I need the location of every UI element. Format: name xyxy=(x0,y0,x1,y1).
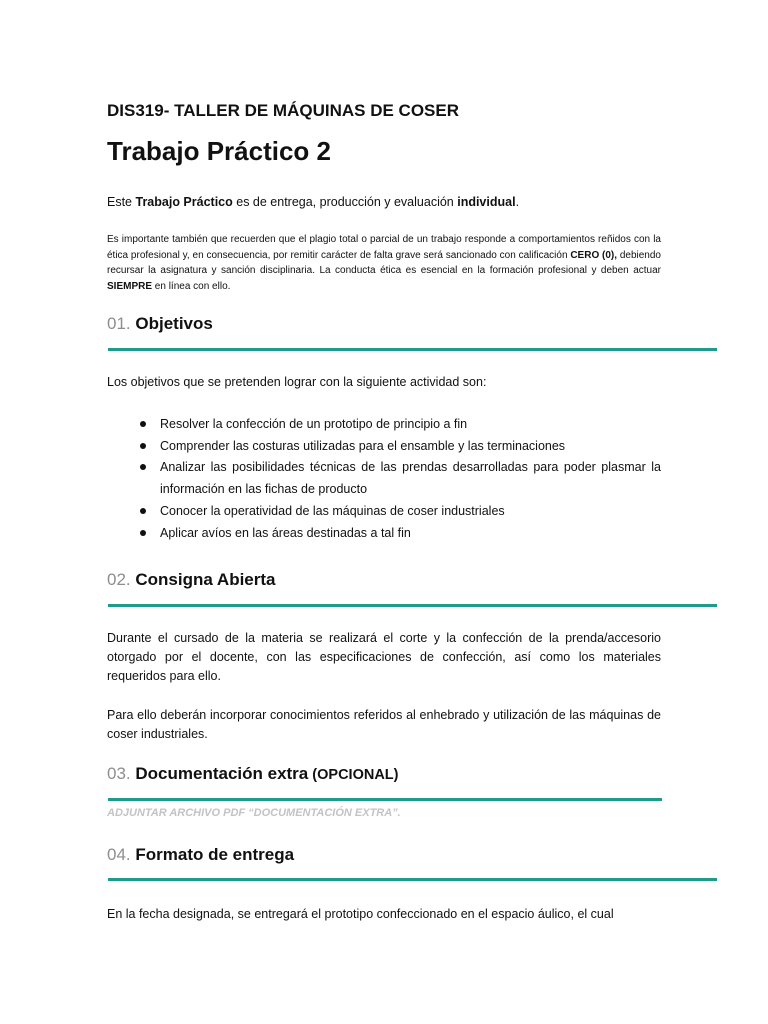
plagiarism-warning xyxy=(107,232,661,295)
warning-text-1: Es importante también que recuerden que el plagio total o parcial de un trabajo responde a comportamientos reñidos con la ética profesional y, en consecuencia, por remitir carácter de falta grave será sancionado con calificación xyxy=(107,234,661,261)
consigna-paragraph-2: Para ello deberán incorporar conocimientos referidos al enhebrado y utilización de las máquinas de coser industriales. xyxy=(107,708,661,741)
section-title: Objetivos xyxy=(135,314,213,333)
section-title-suffix: (OPCIONAL) xyxy=(308,767,399,783)
warning-emphasis-1: CERO (0), xyxy=(570,249,618,261)
section-heading-documentacion xyxy=(107,764,398,784)
consigna-paragraph-1: Durante el cursado de la materia se realizará el corte y la confección de la prenda/accesorio otorgado por el docente, con las especificaciones de confección, así como los materiales requeridos para ello. xyxy=(107,631,661,683)
section-heading-objetivos xyxy=(107,314,213,334)
intro-emphasis-1: Trabajo Práctico xyxy=(135,195,233,209)
section-number: 03. xyxy=(107,764,131,783)
section-divider xyxy=(108,348,717,351)
warning-text-3: en línea con ello. xyxy=(152,281,231,293)
objectives-intro: Los objetivos que se pretenden lograr con la siguiente actividad son: xyxy=(107,375,487,389)
intro-text-3: . xyxy=(515,195,520,209)
list-item: Analizar las posibilidades técnicas de las prendas desarrolladas para poder plasmar la información en las fichas de producto xyxy=(107,457,661,500)
intro-text-1: Este xyxy=(107,195,136,209)
section-number: 02. xyxy=(107,570,131,589)
warning-text-2: debiendo recursar la asignatura y sanción disciplinaria. La conducta ética es esencial en la formación profesional y deben actuar xyxy=(107,249,661,277)
section-title: Documentación extra xyxy=(135,764,309,783)
intro-paragraph xyxy=(107,195,519,209)
intro-emphasis-2: individual xyxy=(457,195,516,209)
objectives-list xyxy=(107,414,661,544)
warning-emphasis-2: SIEMPRE xyxy=(107,281,153,293)
section-divider xyxy=(108,878,717,881)
course-heading: DIS319- TALLER DE MÁQUINAS DE COSER xyxy=(107,101,460,120)
formato-paragraph: En la fecha designada, se entregará el prototipo confeccionado en el espacio áulico, el cual xyxy=(107,907,614,921)
page-title: Trabajo Práctico 2 xyxy=(107,136,331,166)
section-heading-formato xyxy=(107,845,294,865)
list-item: Aplicar avíos en las áreas destinadas a tal fin xyxy=(107,523,661,545)
list-item: Comprender las costuras utilizadas para el ensamble y las terminaciones xyxy=(107,436,661,458)
section-heading-consigna xyxy=(107,570,275,590)
list-item: Conocer la operatividad de las máquinas de coser industriales xyxy=(107,501,661,523)
attachment-note: ADJUNTAR ARCHIVO PDF “DOCUMENTACIÓN EXTRA”. xyxy=(107,807,401,819)
section-title: Consigna Abierta xyxy=(135,570,276,589)
list-item: Resolver la confección de un prototipo de principio a fin xyxy=(107,414,661,436)
section-title: Formato de entrega xyxy=(135,845,295,864)
section-divider xyxy=(108,798,662,801)
section-divider xyxy=(108,604,717,607)
intro-text-2: es de entrega, producción y evaluación xyxy=(232,195,458,209)
section-number: 04. xyxy=(107,845,131,864)
section-number: 01. xyxy=(107,314,131,333)
